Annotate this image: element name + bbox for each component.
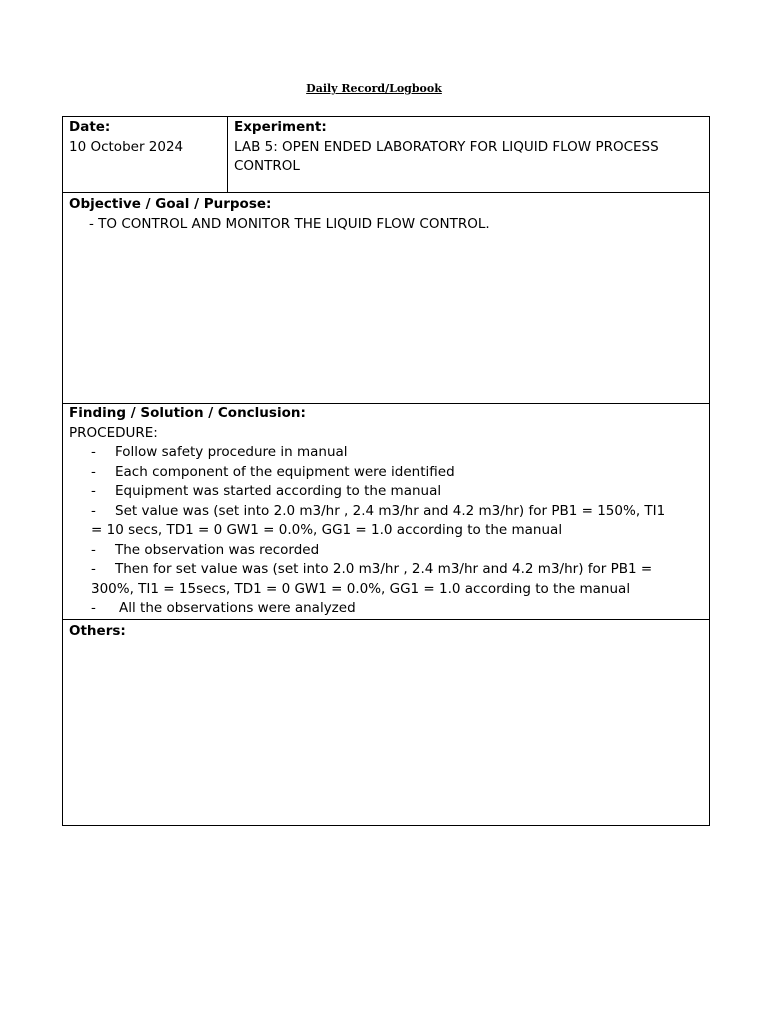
- step-text: Follow safety procedure in manual: [115, 444, 348, 460]
- step-dash: -: [91, 561, 96, 577]
- date-value: 10 October 2024: [69, 138, 184, 155]
- date-label: Date:: [69, 119, 111, 135]
- procedure-list: [69, 443, 703, 619]
- objective-item: - TO CONTROL AND MONITOR THE LIQUID FLOW CONTROL.: [89, 215, 490, 232]
- procedure-step: [69, 599, 703, 619]
- step-dash: -: [91, 600, 96, 616]
- procedure-step: [69, 482, 703, 502]
- step-dash: -: [91, 463, 96, 480]
- step-dash: -: [91, 541, 96, 558]
- step-dash: -: [91, 483, 96, 499]
- objective-row: [63, 193, 710, 404]
- document-title: Daily Record/Logbook: [306, 82, 442, 95]
- procedure-step: [69, 560, 703, 599]
- others-label: Others:: [69, 622, 126, 639]
- date-cell: [63, 117, 228, 193]
- objective-label: Objective / Goal / Purpose:: [69, 196, 272, 212]
- others-row: [63, 619, 710, 825]
- step-dash: -: [91, 502, 96, 519]
- finding-cell: [63, 404, 710, 620]
- header-row: [63, 117, 710, 193]
- finding-label: Finding / Solution / Conclusion:: [69, 405, 306, 421]
- step-text: All the observations were analyzed: [119, 600, 356, 616]
- experiment-label: Experiment:: [234, 119, 327, 135]
- step-text: The observation was recorded: [115, 541, 320, 558]
- logbook-table: [62, 116, 710, 826]
- experiment-value: LAB 5: OPEN ENDED LABORATORY FOR LIQUID FLOW PROCESS CONTROL: [234, 138, 659, 174]
- step-text-continued: = 10 secs, TD1 = 0 GW1 = 0.0%, GG1 = 1.0 according to the manual: [91, 522, 563, 538]
- others-cell: [63, 619, 710, 825]
- procedure-heading: PROCEDURE:: [69, 424, 158, 441]
- procedure-step: [69, 541, 703, 561]
- step-text: Set value was (set into 2.0 m3/hr , 2.4 m3/hr and 4.2 m3/hr) for PB1 = 150%, TI1: [115, 502, 666, 519]
- step-text: Then for set value was (set into 2.0 m3/hr , 2.4 m3/hr and 4.2 m3/hr) for PB1 =: [115, 561, 653, 577]
- procedure-step: [69, 443, 703, 463]
- objective-cell: [63, 193, 710, 404]
- procedure-step: [69, 502, 703, 541]
- finding-row: [63, 404, 710, 620]
- step-text-continued: 300%, TI1 = 15secs, TD1 = 0 GW1 = 0.0%, GG1 = 1.0 according to the manual: [91, 580, 631, 597]
- experiment-cell: [228, 117, 710, 193]
- procedure-step: [69, 463, 703, 483]
- step-dash: -: [91, 444, 96, 460]
- step-text: Each component of the equipment were identified: [115, 463, 455, 480]
- step-text: Equipment was started according to the manual: [115, 483, 442, 499]
